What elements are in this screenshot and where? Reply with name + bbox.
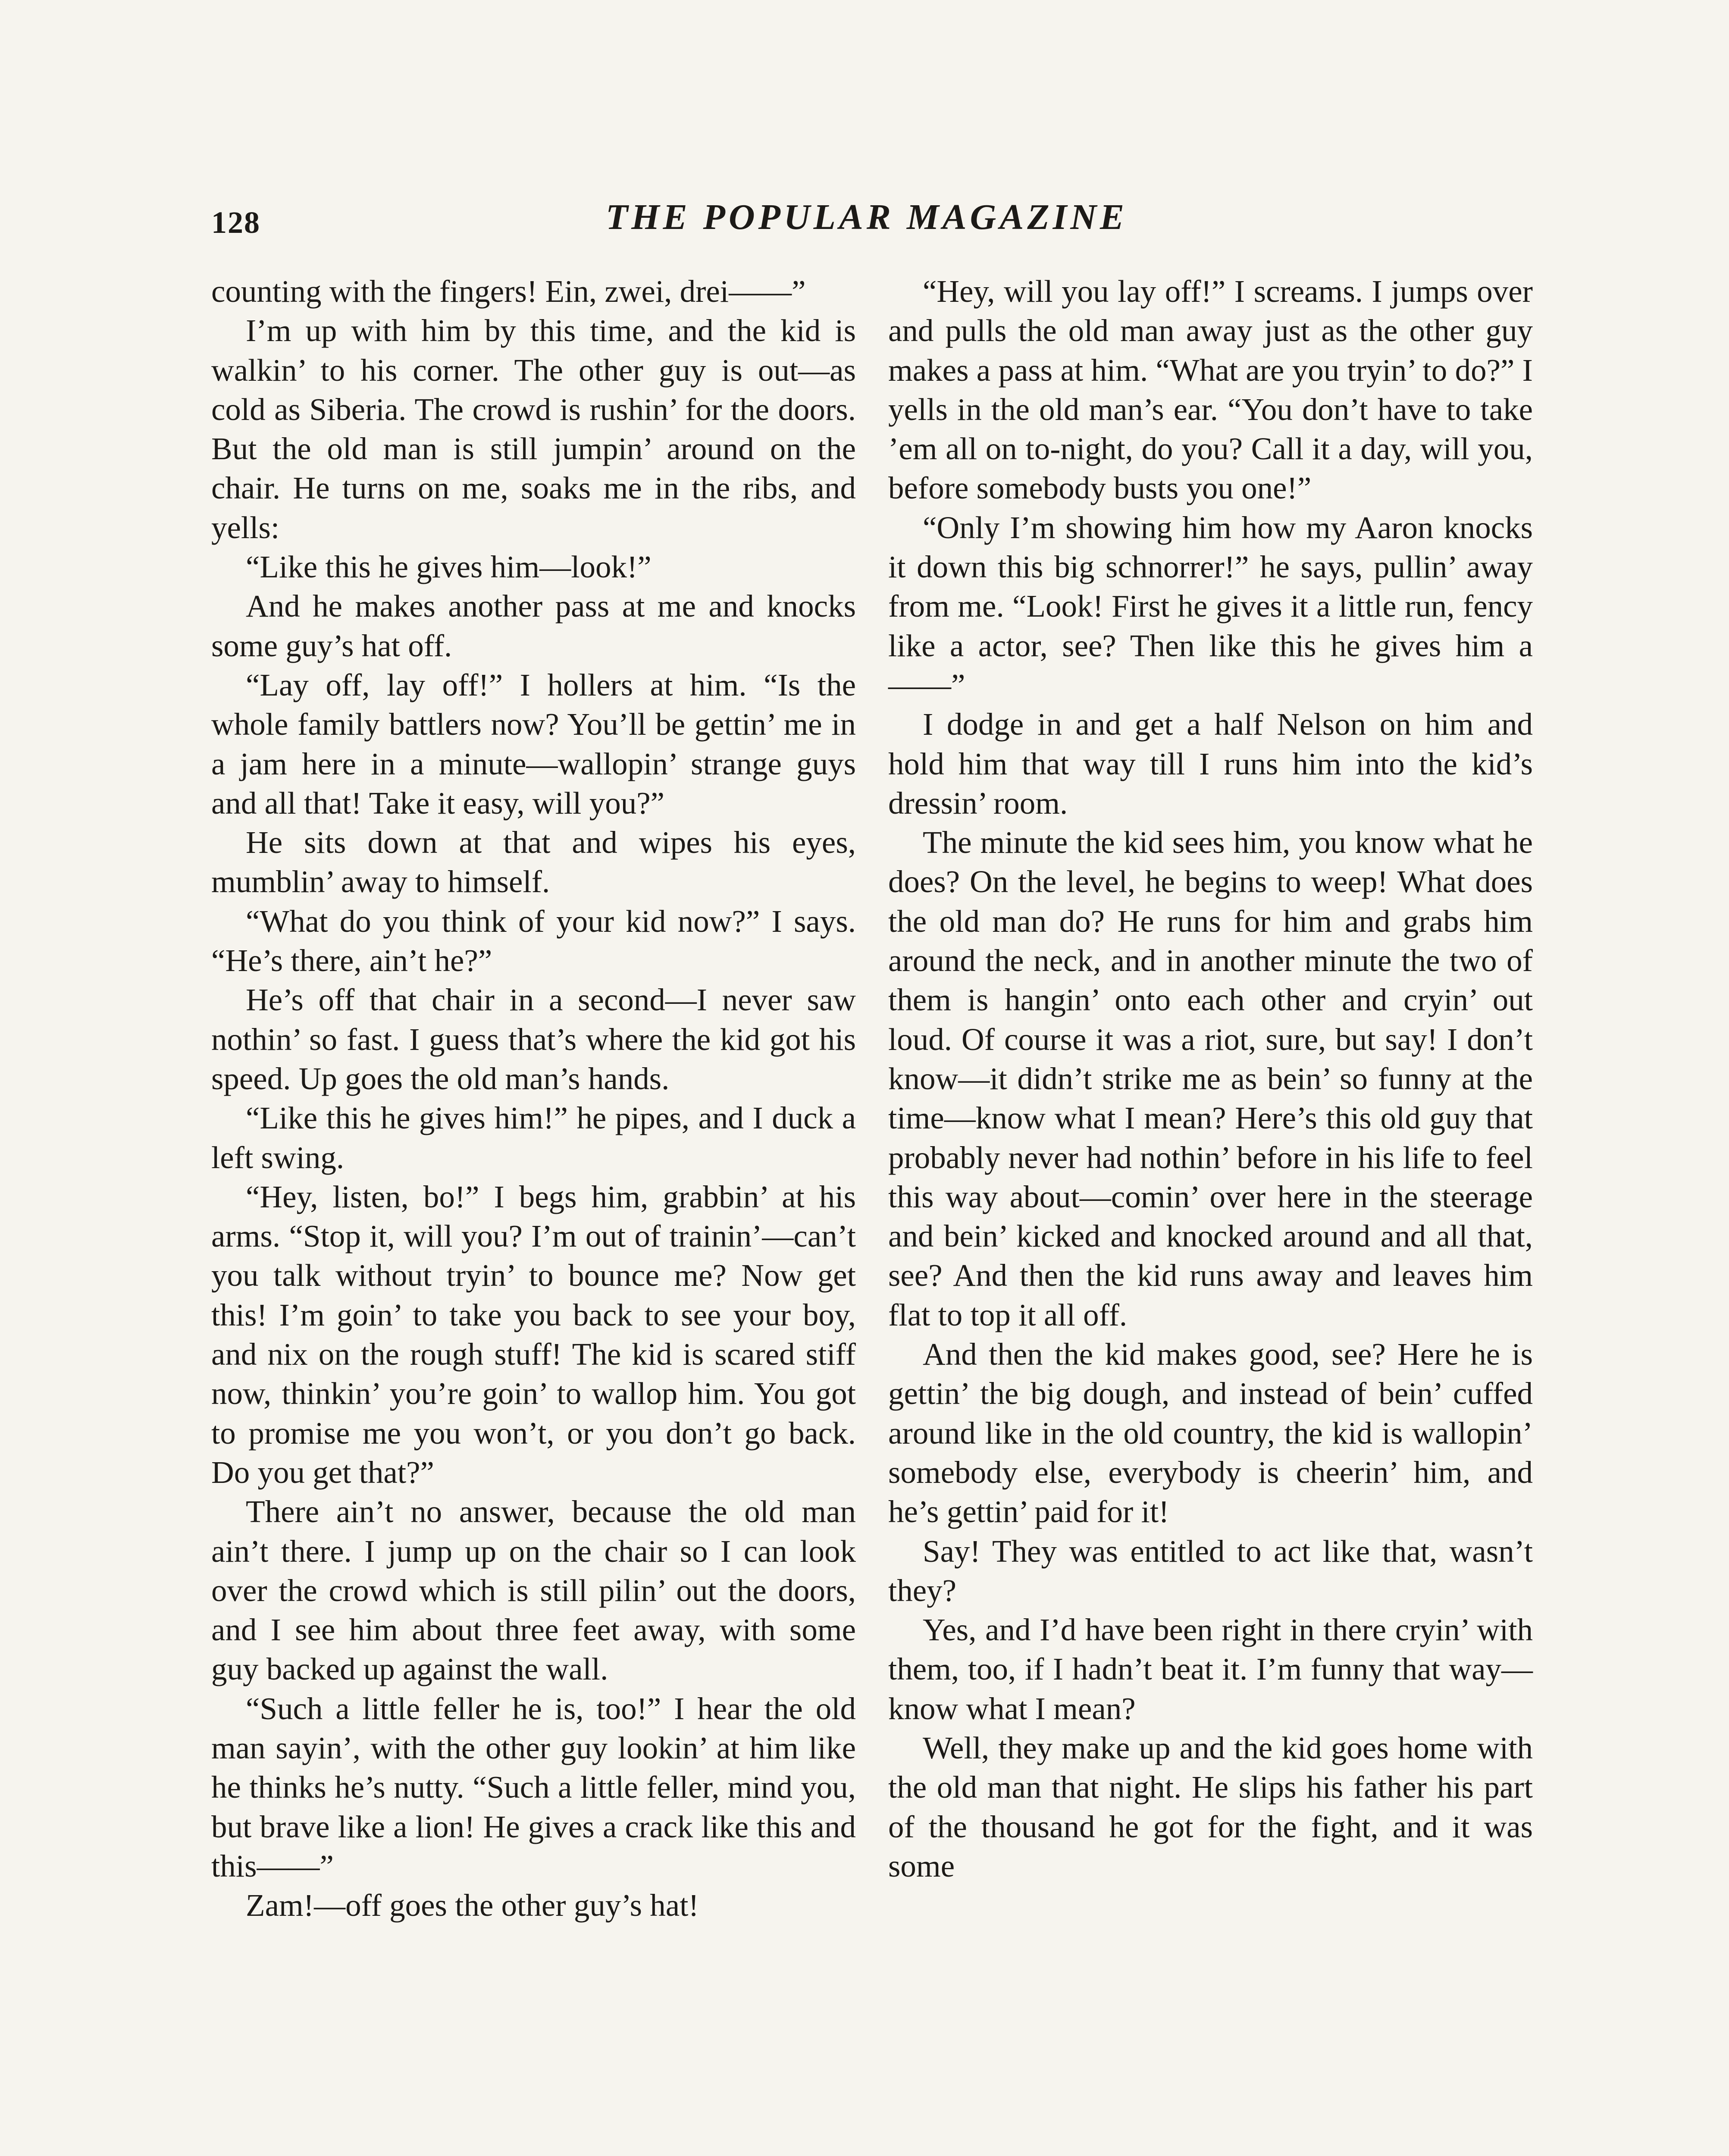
paragraph: He’s off that chair in a second—I never saw nothin’ so fast. I guess that’s where the kid got his speed. Up goes the old man’s hands. [211,982,856,1096]
page-number: 128 [211,205,260,240]
paragraph: Say! They was entitled to act like that, wasn’t they? [888,1533,1533,1608]
paragraph: “Such a little feller he is, too!” I hear the old man sayin’, with the other guy lookin’ at him like he thinks he’s nutty. “Such a little feller, mind you, but brave like a lion! He gives a crack like this and this——” [211,1691,856,1883]
paragraph: Zam!—off goes the other guy’s hat! [246,1888,699,1923]
paragraph: “What do you think of your kid now?” I says. “He’s there, ain’t he?” [211,903,856,978]
paragraph: I dodge in and get a half Nelson on him and hold him that way till I runs him into the kid’s dressin’ room. [888,707,1533,821]
paragraph: “Only I’m showing him how my Aaron knocks it down this big schnorrer!” he says, pullin’ away from me. “Look! First he gives it a little run, fency like a actor, see? Then like this he gives him a——” [888,510,1533,702]
paragraph: Well, they make up and the kid goes home with the old man that night. He slips his father his part of the thousand he got for the fight, and it was some [888,1730,1533,1883]
right-text-column [888,272,1533,1886]
paragraph: And he makes another pass at me and knocks some guy’s hat off. [211,589,856,663]
paragraph: “Hey, will you lay off!” I screams. I jumps over and pulls the old man away just as the other guy makes a pass at him. “What are you tryin’ to do?” I yells in the old man’s ear. “You don’t have to take ’em all on to-night, do you? Call it a day, will you, before somebody busts you one!” [888,274,1533,506]
paragraph: There ain’t no answer, because the old man ain’t there. I jump up on the chair so I can look over the crowd which is still pilin’ out the doors, and I see him about three feet away, with some guy backed up against the wall. [211,1494,856,1687]
page-header [211,196,1522,248]
paragraph: He sits down at that and wipes his eyes, mumblin’ away to himself. [211,825,856,899]
paragraph: “Like this he gives him—look!” [246,549,652,585]
paragraph: “Like this he gives him!” he pipes, and I duck a left swing. [211,1100,856,1175]
running-title: THE POPULAR MAGAZINE [605,197,1128,237]
paragraph: And then the kid makes good, see? Here he is gettin’ the big dough, and instead of bein’ cuffed around like in the old country, the kid is wallopin’ somebody else, everybody is cheerin’ him, and he’s gettin’ paid for it! [888,1337,1533,1529]
left-text-column [211,272,856,1925]
paragraph: counting with the fingers! Ein, zwei, drei——” [211,274,806,309]
paragraph: Yes, and I’d have been right in there cryin’ with them, too, if I hadn’t beat it. I’m funny that way—know what I mean? [888,1612,1533,1726]
paragraph: “Lay off, lay off!” I hollers at him. “Is the whole family battlers now? You’ll be gettin’ me in a jam here in a minute—wallopin’ strange guys and all that! Take it easy, will you?” [211,667,856,821]
paragraph: The minute the kid sees him, you know what he does? On the level, he begins to weep! What does the old man do? He runs for him and grabs him around the neck, and in another minute the two of them is hangin’ onto each other and cryin’ out loud. Of course it was a riot, sure, but say! I don’t know—it didn’t strike me as bein’ so funny at the time—know what I mean? Here’s this old guy that probably never had nothin’ before in his life to feel this way about—comin’ over here in the steerage and bein’ kicked and knocked around and all that, see? And then the kid runs away and leaves him flat to top it all off. [888,825,1533,1332]
paragraph: “Hey, listen, bo!” I begs him, grabbin’ at his arms. “Stop it, will you? I’m out of trainin’—can’t you talk without tryin’ to bounce me? Now get this! I’m goin’ to take you back to see your boy, and nix on the rough stuff! The kid is scared stiff now, thinkin’ you’re goin’ to wallop him. You got to promise me you won’t, or you don’t go back. Do you get that?” [211,1179,856,1490]
paragraph: I’m up with him by this time, and the kid is walkin’ to his corner. The other guy is out—as cold as Siberia. The crowd is rushin’ for the doors. But the old man is still jumpin’ around on the chair. He turns on me, soaks me in the ribs, and yells: [211,313,856,545]
